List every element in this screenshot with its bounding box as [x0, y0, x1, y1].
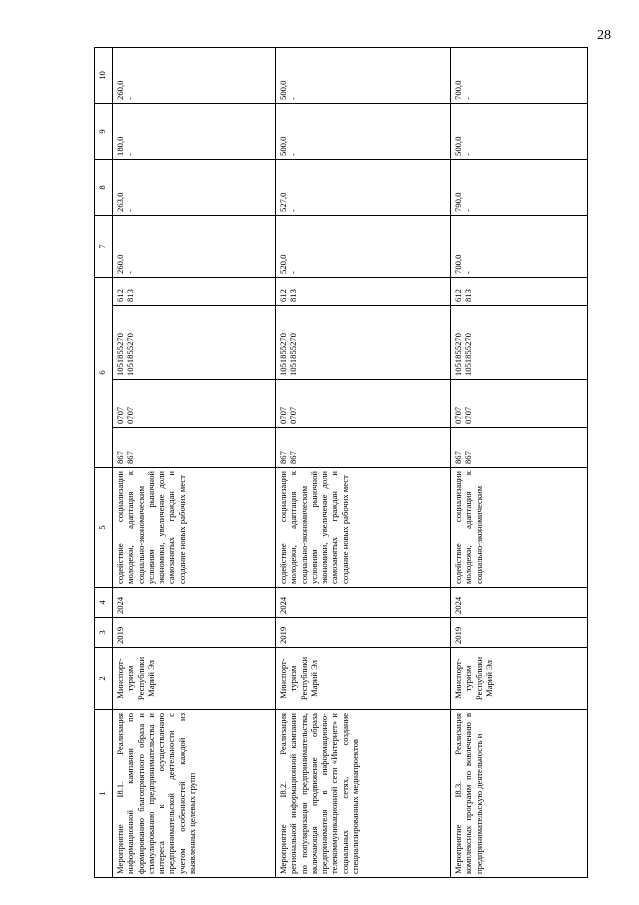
executor-cell: Минспорт-туризм Республики Марий Эл	[113, 648, 276, 710]
value-cell: 263,0 -	[113, 159, 276, 215]
value-cell: 790,0 -	[451, 159, 588, 215]
event-name-cell: Мероприятие I8.2. Реализация региональной информационной кампании по популяризации предпринимательства, включающая продвижение образа предпринимателя в информационно-телекоммуникационной сети «Интернет» и социальных сетях, создание специализированных медиапроектов	[276, 710, 451, 878]
result-cell: содействие социализации молодежи, адаптация к социально-экономическим условиям рыночной экономики, увеличение доли самозанятых граждан и создание новых рабочих мест	[113, 468, 276, 588]
grbs-cell: 867 867	[451, 428, 588, 468]
rz-cell: 0707 0707	[113, 380, 276, 428]
vr-cell: 612 813	[451, 277, 588, 305]
table-row	[451, 47, 588, 877]
rotated-table-container	[94, 48, 606, 878]
end-year-cell: 2024	[276, 588, 451, 618]
vr-cell: 612 813	[276, 277, 451, 305]
start-year-cell: 2019	[451, 618, 588, 648]
event-name-cell: Мероприятие I8.3. Реализация комплексных программ по вовлечению в предпринимательскую деятельность и	[451, 710, 588, 878]
grbs-cell: 867 867	[276, 428, 451, 468]
csr-cell: 1051855270 1051855270	[451, 306, 588, 380]
end-year-cell: 2024	[113, 588, 276, 618]
result-cell: содействие социализации молодежи, адаптация к социально-экономическим условиям рыночной экономики, увеличение доли самозанятых граждан и создание новых рабочих мест	[276, 468, 451, 588]
executor-cell: Минспорт-туризм Республики Марий Эл	[276, 648, 451, 710]
value-cell: 527,0 -	[276, 159, 451, 215]
header-cell: 8	[95, 159, 113, 215]
rz-cell: 0707 0707	[451, 380, 588, 428]
value-cell: 180,0 -	[113, 103, 276, 159]
value-cell: 700,0 -	[451, 47, 588, 103]
page-number: 28	[597, 28, 611, 43]
vr-cell: 612 813	[113, 277, 276, 305]
header-cell: 6	[95, 277, 113, 467]
result-cell: содействие социализации молодежи, адаптация к социально-экономическим	[451, 468, 588, 588]
start-year-cell: 2019	[276, 618, 451, 648]
header-cell: 9	[95, 103, 113, 159]
event-name-cell: Мероприятие I8.1. Реализация информационной кампании по формированию благоприятного образа и стимулированию предпринимательства и интереса к осуществлению предпринимательской деятельности с учетом особенностей каждой из выявленных целевых групп	[113, 710, 276, 878]
value-cell: 260,0 -	[113, 47, 276, 103]
header-cell: 3	[95, 618, 113, 648]
end-year-cell: 2024	[451, 588, 588, 618]
header-cell: 7	[95, 215, 113, 277]
value-cell: 700,0 -	[451, 215, 588, 277]
csr-cell: 1051855270 1051855270	[276, 306, 451, 380]
value-cell: 260,0 -	[113, 215, 276, 277]
header-cell: 4	[95, 588, 113, 618]
executor-cell: Минспорт-туризм Республики Марий Эл	[451, 648, 588, 710]
rz-cell: 0707 0707	[276, 380, 451, 428]
header-cell: 1	[95, 710, 113, 878]
header-cell: 10	[95, 47, 113, 103]
header-row	[95, 47, 113, 877]
grbs-cell: 867 867	[113, 428, 276, 468]
table-row	[113, 47, 276, 877]
csr-cell: 1051855270 1051855270	[113, 306, 276, 380]
budget-table	[94, 47, 588, 878]
start-year-cell: 2019	[113, 618, 276, 648]
value-cell: 520,0 -	[276, 215, 451, 277]
header-cell: 5	[95, 468, 113, 588]
value-cell: 500,0 -	[451, 103, 588, 159]
header-cell: 2	[95, 648, 113, 710]
table-row	[276, 47, 451, 877]
value-cell: 500,0 -	[276, 47, 451, 103]
value-cell: 500,0 -	[276, 103, 451, 159]
